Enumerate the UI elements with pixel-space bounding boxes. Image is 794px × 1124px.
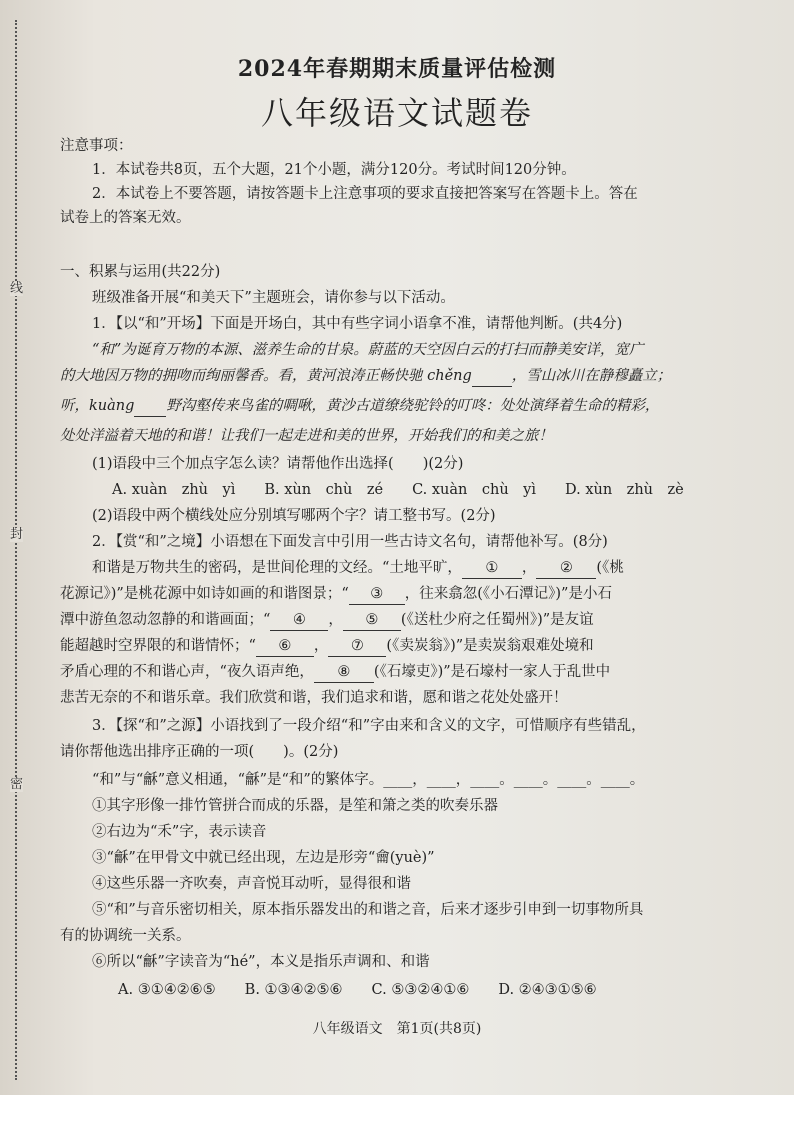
passage-line-1: “和”为诞育万物的本源、滋养生命的甘泉。蔚蓝的天空因白云的打扫而静美安详，宽广 bbox=[92, 342, 644, 358]
blank-2: ② bbox=[536, 558, 596, 579]
q2-text: ，往来翕忽(《小石潭记》)”是小石 bbox=[404, 586, 612, 602]
page-footer: 八年级语文 第1页(共8页) bbox=[312, 1021, 482, 1037]
sentence-5-cont: 有的协调统一关系。 bbox=[60, 928, 191, 944]
question-1-1-options: A. xuàn zhù yì B. xùn chù zé C. xuàn chù yì D. xùn zhù zè bbox=[112, 482, 684, 498]
blank-6: ⑥ bbox=[256, 636, 314, 657]
q2-text: 花源记》)”是桃花源中如诗如画的和谐图景；“ bbox=[60, 586, 349, 602]
sentence-4: ④这些乐器一齐吹奏，声音悦耳动听，显得很和谐 bbox=[92, 876, 411, 892]
question-2: 2．【赏“和”之境】小语想在下面发言中引用一些古诗文名句，请帮他补写。(8分) bbox=[92, 534, 608, 550]
passage-line-4: 处处洋溢着天地的和谐！让我们一起走进和美的世界，开始我们的和美之旅！ bbox=[60, 428, 553, 444]
q2-text: 和谐是万物共生的密码，是世间伦理的文经。“土地平旷， bbox=[92, 560, 462, 576]
question-1-2: (2)语段中两个横线处应分别填写哪两个字？请工整书写。(2分) bbox=[92, 508, 496, 524]
q2-line-4: 能超越时空界限的和谐情怀；“ ⑥ ， ⑦ (《卖炭翁》)”是卖炭翁艰难处境和 bbox=[60, 636, 594, 657]
q2-text: 能超越时空界限的和谐情怀；“ bbox=[60, 638, 256, 654]
q2-text: 潭中游鱼忽动忽静的和谐画面；“ bbox=[60, 612, 271, 628]
q2-line-6: 悲苦无奈的不和谐乐章。我们欣赏和谐，我们追求和谐，愿和谐之花处处盛开！ bbox=[60, 690, 568, 706]
exam-title: 2024年春期期末质量评估检测 bbox=[237, 56, 557, 82]
question-3: 3．【探“和”之源】小语找到了一段介绍“和”字由来和含义的文字，可惜顺序有些错乱， bbox=[92, 718, 646, 734]
question-1: 1．【以“和”开场】下面是开场白，其中有些字词小语拿不准，请帮他判断。(共4分) bbox=[92, 316, 623, 332]
passage-text: ，雪山冰川在静穆矗立； bbox=[511, 368, 672, 384]
section-intro: 班级准备开展“和美天下”主题班会，请你参与以下活动。 bbox=[92, 290, 455, 306]
sentence-1: ①其字形像一排竹管拼合而成的乐器，是笙和箫之类的吹奏乐器 bbox=[92, 798, 498, 814]
passage-text: 的大地因万物的拥吻而绚丽馨香。看，黄河浪涛正畅快驰 chěng bbox=[60, 368, 472, 384]
q2-line-2 bbox=[60, 584, 612, 605]
side-label-mi: 密 bbox=[10, 777, 24, 792]
answer-blank bbox=[134, 396, 166, 417]
passage-text: 听，kuàng bbox=[60, 398, 135, 414]
sentence-3: ③“龢”在甲骨文中就已经出现，左边是形旁“龠(yuè)” bbox=[92, 850, 435, 866]
passage-text: 野沟壑传来鸟雀的啁啾，黄沙古道缭绕驼铃的叮咚：处处演绎着生命的精彩， bbox=[166, 398, 660, 414]
q2-text: (《送杜少府之任蜀州》)”是友谊 bbox=[400, 612, 594, 628]
q3-options: A. ③①④②⑥⑤ B. ①③④②⑤⑥ C. ⑤③②④①⑥ D. ②④③①⑤⑥ bbox=[118, 982, 597, 998]
blank-7: ⑦ bbox=[328, 636, 386, 657]
sentence-6: ⑥所以“龢”字读音为“hé”，本义是指乐声调和、和谐 bbox=[92, 954, 430, 970]
q3-lead: “和”与“龢”意义相通，“龢”是“和”的繁体字。____，____，____。____。____。____。 bbox=[92, 772, 645, 788]
exam-subtitle: 八年级语文试题卷 bbox=[260, 94, 533, 132]
sentence-2: ②右边为“禾”字，表示读音 bbox=[92, 824, 267, 840]
blank-5: ⑤ bbox=[343, 610, 401, 631]
q2-text: (《卖炭翁》)”是卖炭翁艰难处境和 bbox=[386, 638, 594, 654]
q2-text: 矛盾心理的不和谐心声，“夜久语声绝， bbox=[60, 664, 314, 680]
blank-3: ③ bbox=[349, 584, 405, 605]
question-3-cont: 请你帮他选出排序正确的一项( )。(2分) bbox=[60, 744, 339, 760]
blank-8: ⑧ bbox=[314, 662, 374, 683]
q2-line-1: 和谐是万物共生的密码，是世间伦理的文经。“土地平旷， ① ， ② (《桃 bbox=[92, 558, 624, 579]
side-label-feng: 封 bbox=[10, 527, 24, 542]
q2-line-3: 潭中游鱼忽动忽静的和谐画面；“ ④ ， ⑤ (《送杜少府之任蜀州》)”是友谊 bbox=[60, 610, 594, 631]
q2-text: (《石壕吏》)”是石壕村一家人于乱世中 bbox=[373, 664, 611, 680]
q2-line-5 bbox=[60, 662, 610, 683]
section-heading: 一、积累与运用(共22分) bbox=[60, 264, 221, 280]
notice-item-2-cont: 试卷上的答案无效。 bbox=[60, 210, 191, 226]
binding-dotted-line bbox=[15, 20, 17, 1080]
question-1-1: (1)语段中三个加点字怎么读？请帮他作出选择( )(2分) bbox=[92, 456, 464, 472]
side-label-xian: 线 bbox=[10, 281, 24, 296]
blank-4: ④ bbox=[270, 610, 328, 631]
notice-heading: 注意事项： bbox=[60, 138, 133, 154]
notice-item-1: 1．本试卷共8页，五个大题，21个小题，满分120分。考试时间120分钟。 bbox=[92, 162, 576, 178]
sentence-5: ⑤“和”与音乐密切相关，原本指乐器发出的和谐之音，后来才逐步引申到一切事物所具 bbox=[92, 902, 644, 918]
passage-line-3 bbox=[60, 396, 659, 417]
q2-text: (《桃 bbox=[596, 560, 624, 576]
notice-item-2: 2．本试卷上不要答题，请按答题卡上注意事项的要求直接把答案写在答题卡上。答在 bbox=[92, 186, 638, 202]
blank-1: ① bbox=[462, 558, 522, 579]
bottom-margin bbox=[0, 1095, 794, 1124]
passage-line-2 bbox=[60, 366, 671, 387]
answer-blank bbox=[472, 366, 512, 387]
